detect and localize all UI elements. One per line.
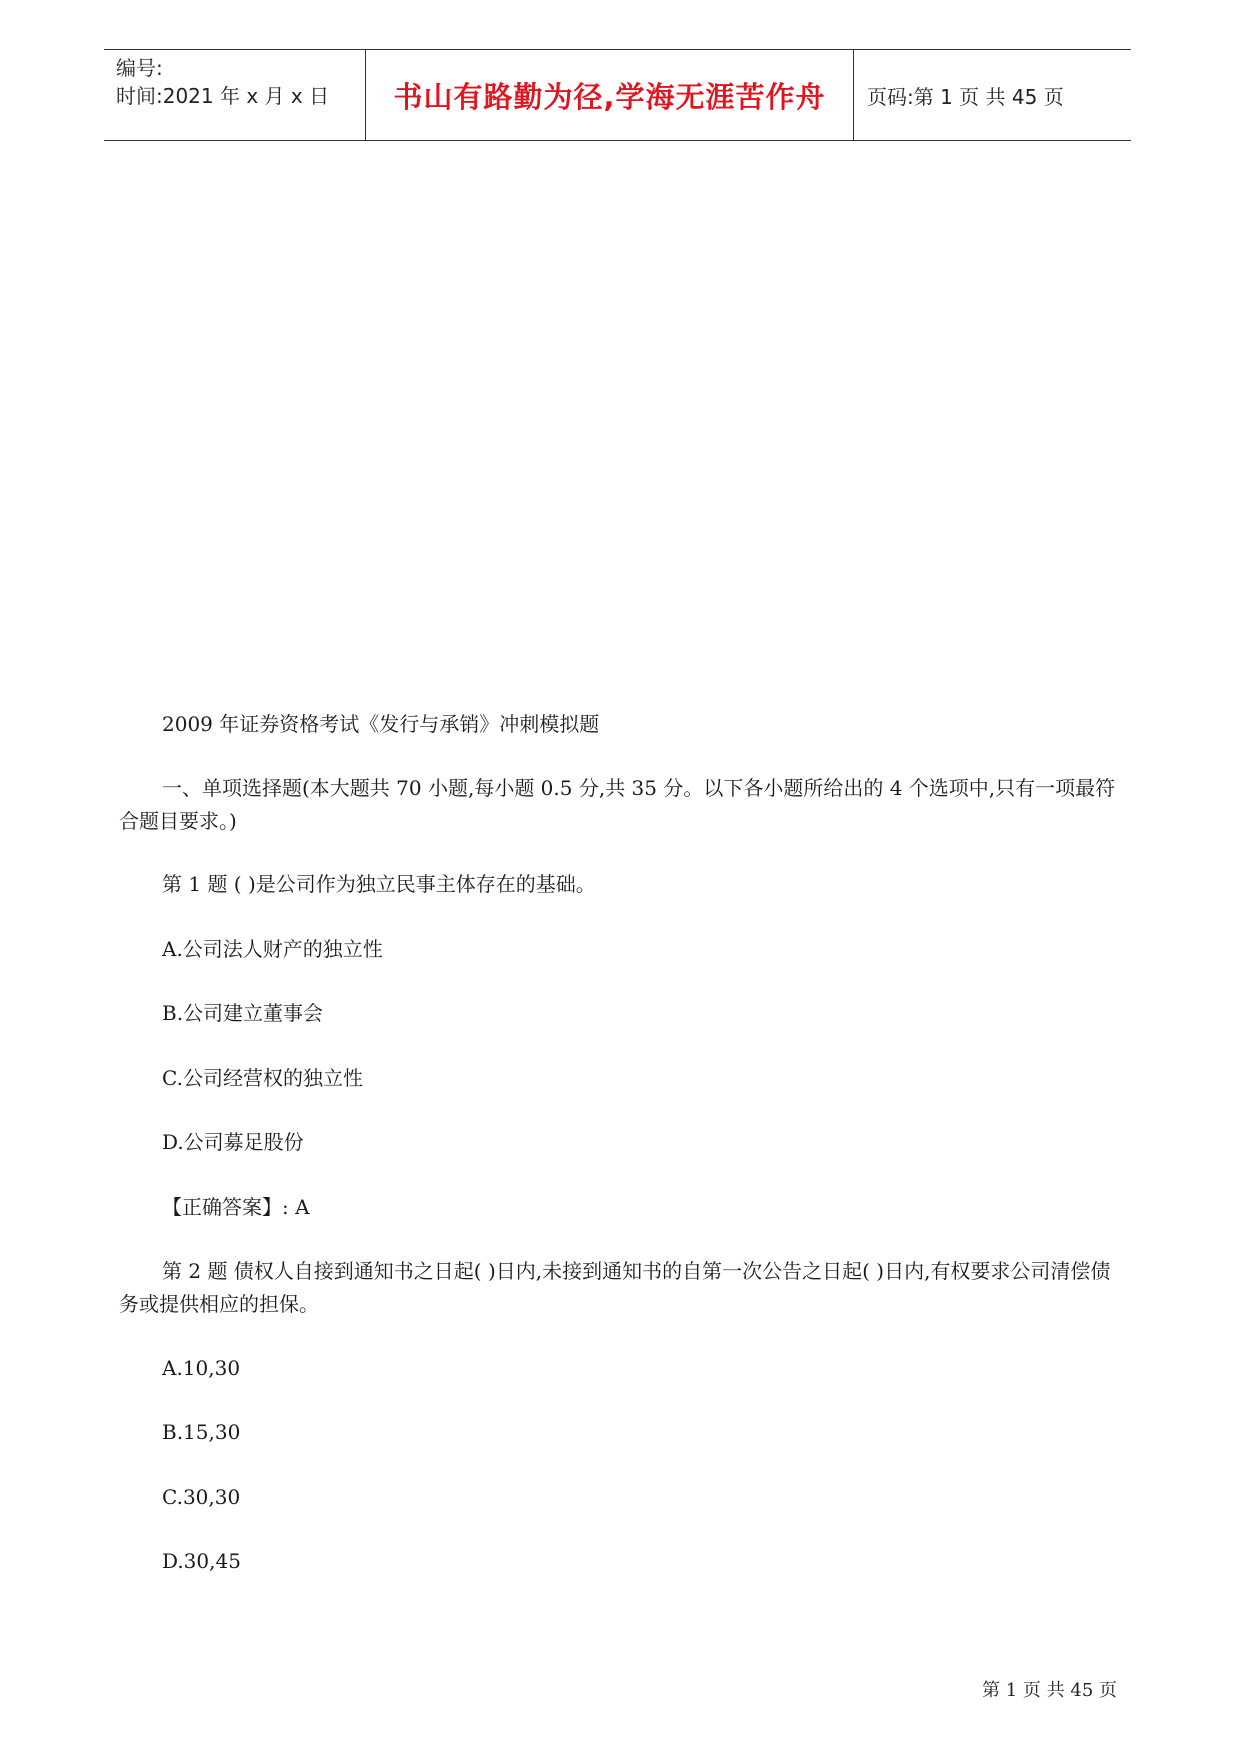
question-2-option-d: D.30,45 xyxy=(162,1549,241,1573)
question-1-option-a: A.公司法人财产的独立性 xyxy=(162,937,383,961)
date-label: 时间:2021 年 x 月 x 日 xyxy=(116,84,330,108)
question-1-option-b: B.公司建立董事会 xyxy=(162,1001,324,1025)
header-meta-cell xyxy=(104,50,366,140)
question-2-stem: 第 2 题 债权人自接到通知书之日起( )日内,未接到通知书的自第一次公告之日起( )日内,有权要求公司清偿债务或提供相应的担保。 xyxy=(119,1259,1111,1316)
motto-text: 书山有路勤为径,学海无涯苦作舟 xyxy=(393,79,826,114)
question-2-option-a: A.10,30 xyxy=(162,1356,241,1380)
page-footer: 第 1 页 共 45 页 xyxy=(982,1680,1117,1701)
question-1-option-d: D.公司募足股份 xyxy=(162,1130,304,1154)
page-header xyxy=(104,49,1131,141)
serial-label: 编号: xyxy=(116,56,163,80)
question-1-option-c: C.公司经营权的独立性 xyxy=(162,1066,363,1090)
document-title: 2009 年证券资格考试《发行与承销》冲刺模拟题 xyxy=(162,712,600,736)
question-2-option-c: C.30,30 xyxy=(162,1485,241,1509)
section-heading: 一、单项选择题(本大题共 70 小题,每小题 0.5 分,共 35 分。以下各小题所给出的 4 个选项中,只有一项最符合题目要求。) xyxy=(119,776,1116,833)
question-2-option-b: B.15,30 xyxy=(162,1420,241,1444)
header-page-info: 页码:第 1 页 共 45 页 xyxy=(867,84,1064,109)
header-motto-cell xyxy=(366,50,854,140)
header-page-cell xyxy=(854,50,1131,140)
question-1-stem: 第 1 题 ( )是公司作为独立民事主体存在的基础。 xyxy=(162,872,596,896)
question-1-answer: 【正确答案】: A xyxy=(162,1195,310,1219)
